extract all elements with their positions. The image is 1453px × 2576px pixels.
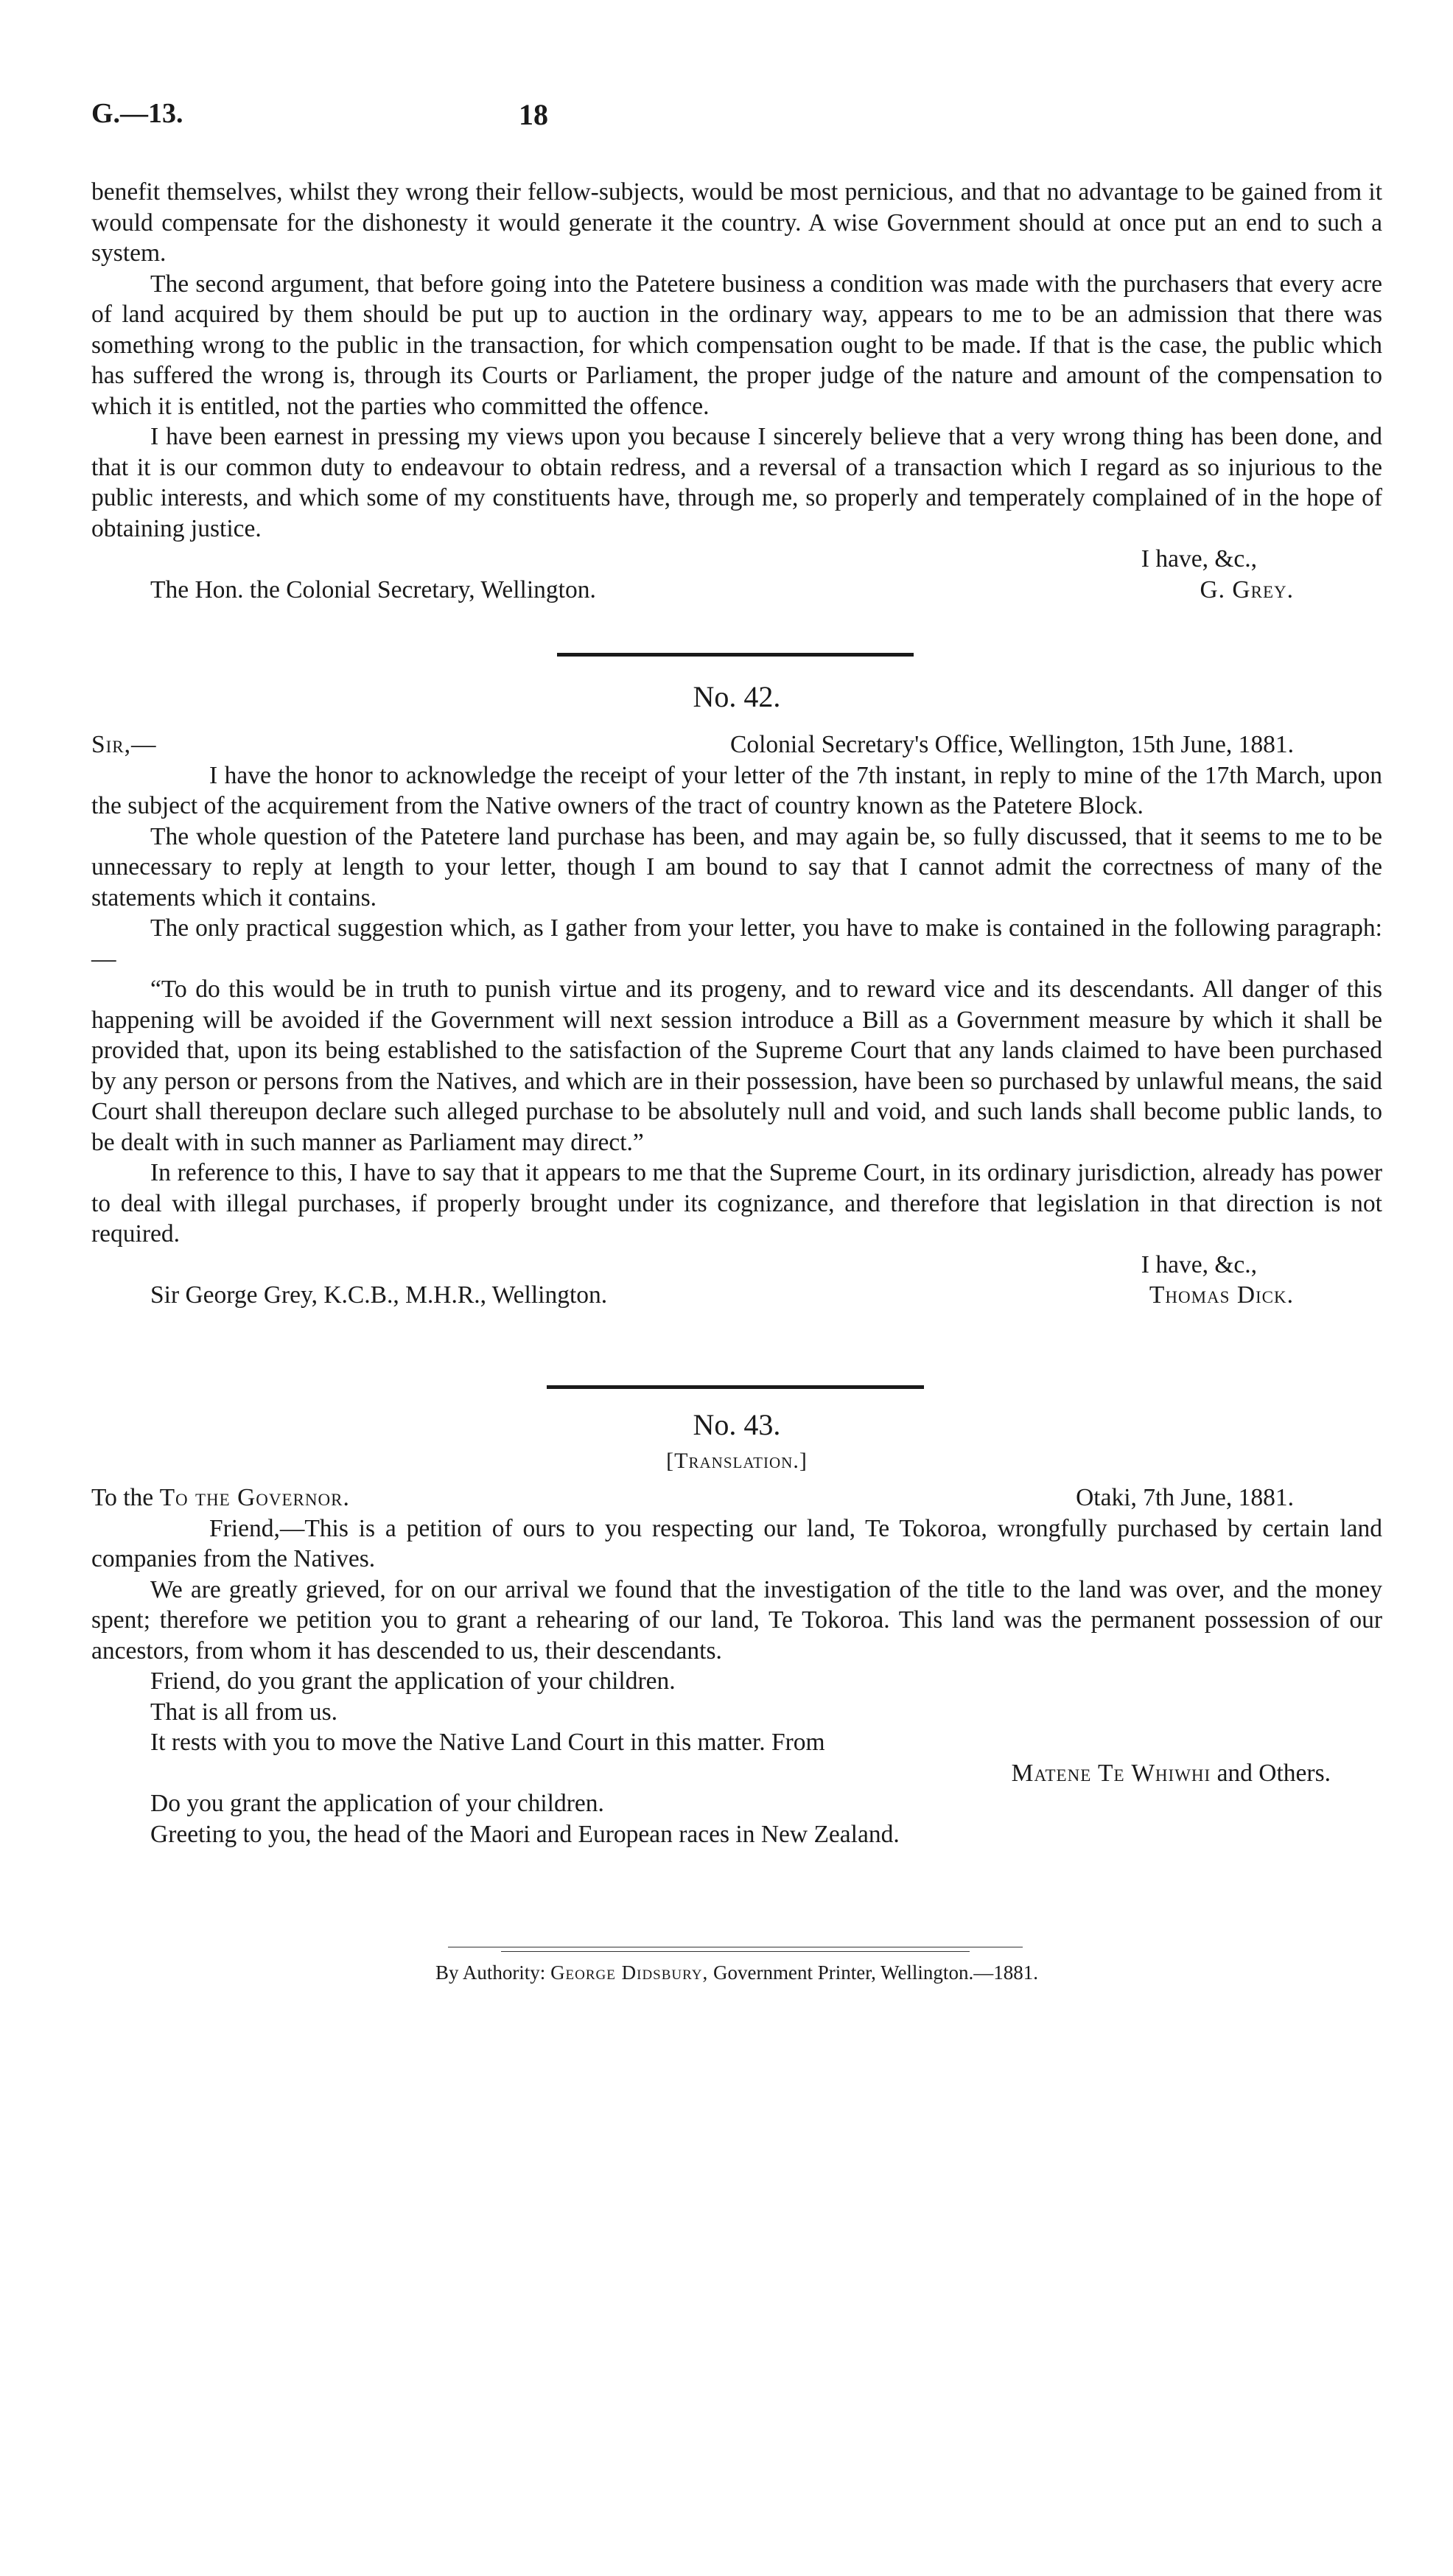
paragraph: In reference to this, I have to say that it appears to me that the Supreme Court, in its ordinary jurisdiction, already has power to deal with illegal purchases, if properly brought under its cognizance, and therefore that legislation in that direction is not required. [91, 1159, 1382, 1247]
addressee-title: To the Governor. [159, 1484, 350, 1511]
address-line [91, 1483, 1382, 1513]
paragraph: The second argument, that before going into the Patetere business a condition was made with the purchasers that every acre of land acquired by them should be put up to auction in the ordinary way, appears to me to be an admission that there was something wrong to the public in the transaction, for which compensation ought to be made. If that is the case, the public which has suffered the wrong is, through its Courts or Parliament, the proper judge of the nature and amount of the compensation to which it is entitled, not the parties who committed the offence. [91, 270, 1382, 420]
paragraph: I have been earnest in pressing my views upon you because I sincerely believe that a very wrong thing has been done, and that it is our common duty to endeavour to obtain redress, and a reversal of a transaction which I regard as so injurious to the public interests, and which some of my constituents have, through me, so properly and temperately complained of in the hope of obtaining justice. [91, 423, 1382, 542]
paragraph: The only practical suggestion which, as I gather from your letter, you have to make is contained in the following paragraph:— [91, 914, 1382, 973]
signature: G. Grey. [1200, 575, 1294, 603]
addressee: To the To the Governor. [91, 1484, 350, 1511]
paragraph: Friend,—This is a petition of ours to you respecting our land, Te Tokoroa, wrongfully purchased by certain land companies from the Natives. [91, 1514, 1382, 1572]
signature [91, 1758, 1382, 1789]
dateline: Colonial Secretary's Office, Wellington, 15th June, 1881. [729, 731, 1294, 758]
letter-heading: No. 43. [693, 1408, 781, 1441]
section-divider [557, 653, 914, 657]
closing-line [91, 1280, 1382, 1311]
dateline: Otaki, 7th June, 1881. [1076, 1484, 1294, 1511]
imprint-suffix: Government Printer, Wellington.—1881. [713, 1961, 1038, 1984]
salutation: Sir,— [91, 731, 157, 758]
printer-name: George Didsbury, [550, 1961, 709, 1984]
signature-name: Matene Te Whiwhi [1011, 1759, 1211, 1787]
paragraph: The whole question of the Patetere land purchase has been, and may again be, so fully discussed, that it seems to me to be unnecessary to reply at length to your letter, though I am bound to say that I cannot admit the correctness of many of the statements which it contains. [91, 822, 1382, 911]
letter-heading: No. 42. [693, 680, 781, 713]
section-grey-letter [91, 177, 1382, 605]
translation-label: [Translation.] [666, 1449, 808, 1473]
paragraph: Friend, do you grant the application of your children. [150, 1667, 676, 1695]
section-divider [547, 1385, 924, 1389]
paragraph: It rests with you to move the Native Land Court in this matter. From [150, 1729, 825, 1756]
page-header [91, 97, 1362, 141]
document-reference: G.—13. [91, 98, 183, 129]
paragraph: We are greatly grieved, for on our arrival we found that the investigation of the title to the land was over, and the money spent; therefore we petition you to grant a rehearing of our land, Te Tokoroa. This land was the permanent possession of our ancestors, from whom it has descended to us, their descendants. [91, 1575, 1382, 1665]
section-no-42 [91, 729, 1382, 1311]
paragraph: I have the honor to acknowledge the receipt of your letter of the 7th instant, in reply to mine of the 17th March, upon the subject of the acquirement from the Native owners of the tract of country known as the Patetere Block. [91, 761, 1382, 819]
page-number: 18 [519, 98, 548, 131]
paragraph: That is all from us. [150, 1698, 337, 1726]
closing-line [91, 575, 1382, 606]
addressee: The Hon. the Colonial Secretary, Wellington. [150, 575, 596, 603]
paragraph: Do you grant the application of your children. [150, 1790, 604, 1817]
paragraph: Greeting to you, the head of the Maori and European races in New Zealand. [150, 1820, 900, 1848]
section-no-43 [91, 1483, 1382, 1849]
imprint-prefix: By Authority: [435, 1961, 546, 1984]
printer-imprint [91, 1961, 1382, 1984]
signature-suffix: and Others. [1216, 1759, 1331, 1787]
footer-rule [501, 1951, 970, 1952]
quoted-paragraph: “To do this would be in truth to punish virtue and its progeny, and to reward vice and its descendants. All danger of this happening will be avoided if the Government will next session introduce a Bill as a Government measure by which it shall be provided that, upon its being established to the satisfaction of the Supreme Court that any lands claimed to have been purchased by any person or persons from the Natives, and which are in their possession, have been so purchased by unlawful means, the said Court shall thereupon declare such alleged purchase to be absolutely null and void, and such lands shall become public lands, to be dealt with in such manner as Parliament may direct.” [91, 976, 1382, 1156]
signature: Thomas Dick. [1149, 1281, 1294, 1309]
closing-phrase: I have, &c., [1141, 1250, 1257, 1278]
salutation-line [91, 729, 1382, 760]
paragraph: benefit themselves, whilst they wrong their fellow-subjects, would be most pernicious, and that no advantage to be gained from it would compensate for the dishonesty it would generate it the country. A wise Government should at once put an end to such a system. [91, 178, 1382, 267]
closing-phrase: I have, &c., [1141, 545, 1257, 573]
addressee: Sir George Grey, K.C.B., M.H.R., Wellington. [150, 1281, 608, 1309]
